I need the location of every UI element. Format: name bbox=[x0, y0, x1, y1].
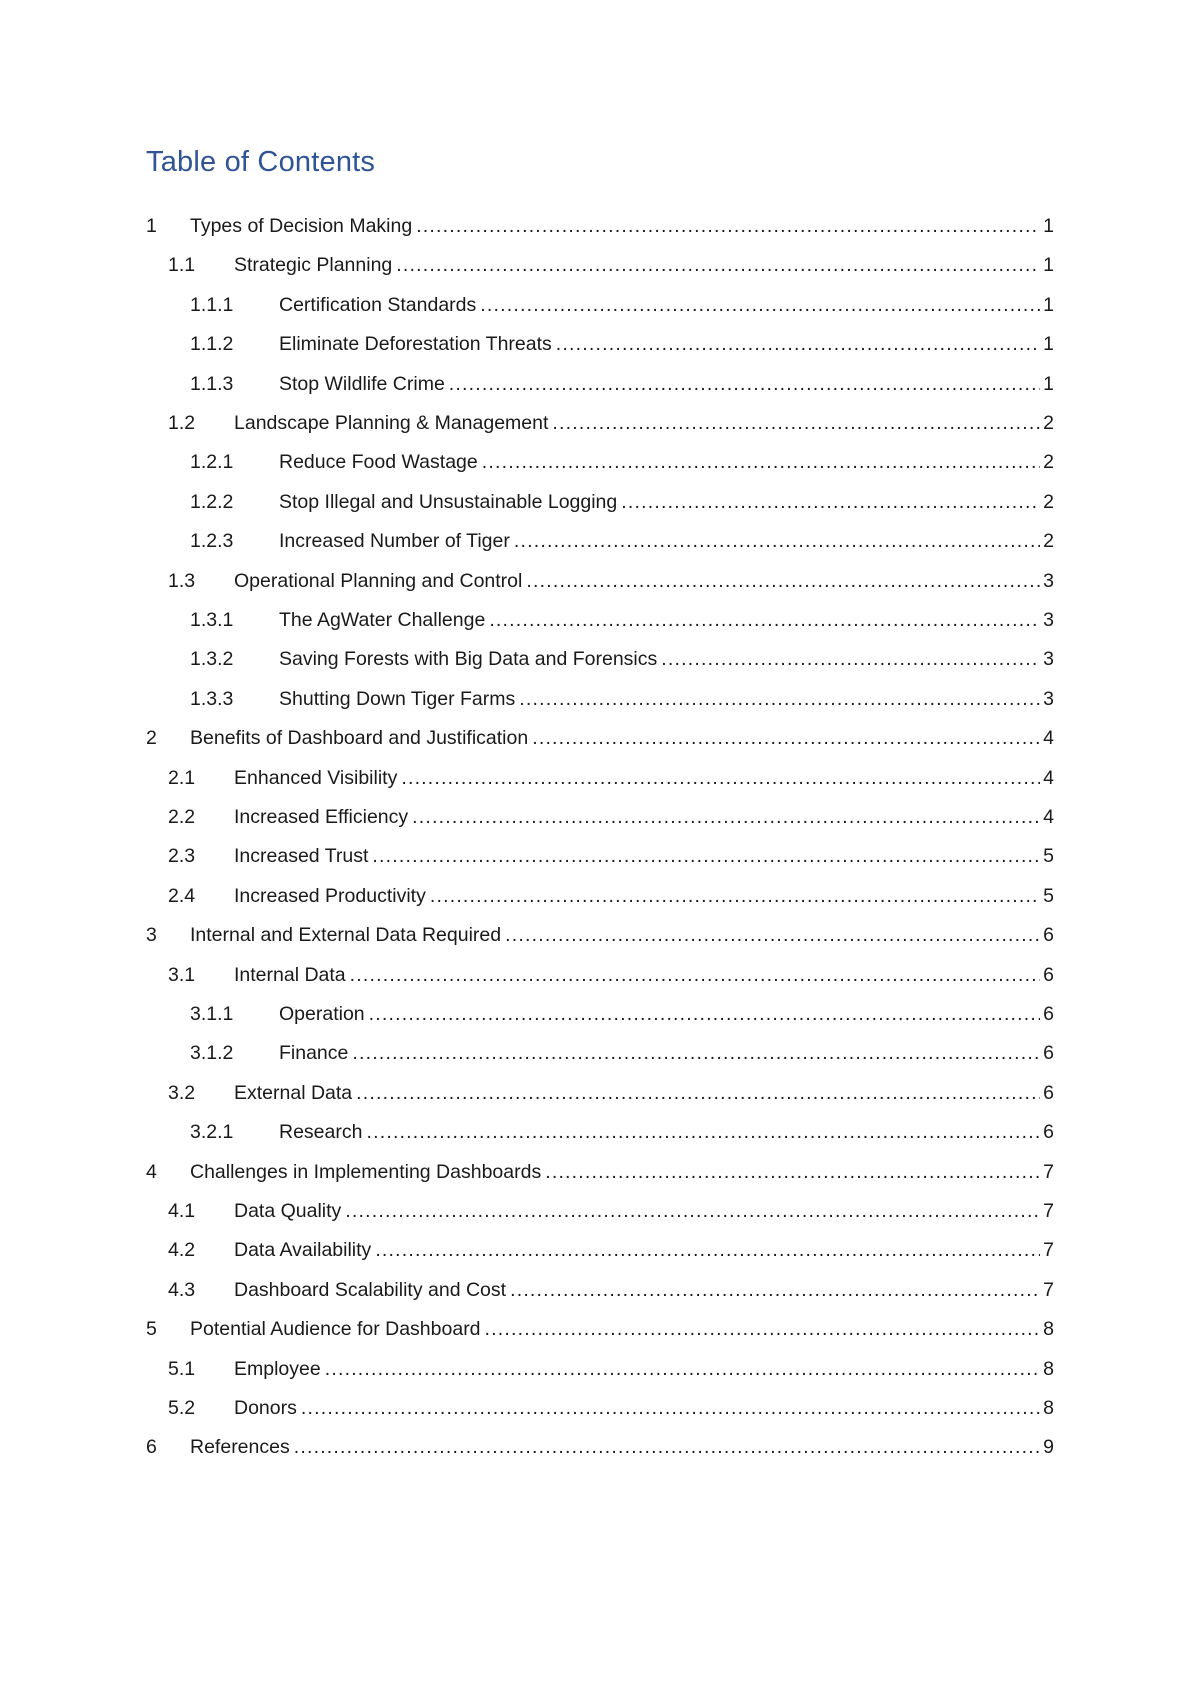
toc-entry-page-number: 7 bbox=[1040, 1230, 1054, 1270]
toc-entry-number: 2.3 bbox=[168, 845, 196, 868]
toc-entry[interactable] bbox=[0, 994, 1200, 1034]
toc-entry-title: Challenges in Implementing Dashboards bbox=[190, 1152, 545, 1192]
toc-entry-line bbox=[234, 1270, 1054, 1310]
toc-entry[interactable] bbox=[0, 1112, 1200, 1152]
toc-entry-page-number: 1 bbox=[1040, 364, 1054, 404]
toc-entry-line bbox=[190, 1309, 1054, 1349]
toc-entry-number: 3.2.1 bbox=[190, 1121, 234, 1144]
toc-entry[interactable] bbox=[0, 403, 1200, 443]
toc-entry-title: External Data bbox=[234, 1073, 356, 1113]
toc-entry-line bbox=[234, 1191, 1054, 1231]
toc-entry-line bbox=[279, 679, 1054, 719]
toc-dot-leader bbox=[545, 1152, 1040, 1192]
toc-entry-line bbox=[234, 1388, 1054, 1428]
toc-entry-line bbox=[234, 245, 1054, 285]
toc-dot-leader bbox=[482, 442, 1040, 482]
toc-entry[interactable] bbox=[0, 797, 1200, 837]
toc-dot-leader bbox=[430, 876, 1040, 916]
toc-entry-line bbox=[279, 1112, 1054, 1152]
toc-entry-number: 3.1.1 bbox=[190, 1003, 234, 1025]
toc-entry[interactable] bbox=[0, 1230, 1200, 1270]
toc-entry-line bbox=[279, 600, 1054, 640]
toc-entry-title: Eliminate Deforestation Threats bbox=[279, 324, 556, 364]
toc-entry[interactable] bbox=[0, 600, 1200, 640]
toc-entry-title: Reduce Food Wastage bbox=[279, 442, 482, 482]
toc-entry-page-number: 1 bbox=[1040, 324, 1054, 364]
toc-entry-number: 1.1.1 bbox=[190, 293, 234, 316]
toc-entry-line bbox=[190, 206, 1054, 246]
toc-entry[interactable] bbox=[0, 561, 1200, 601]
toc-entry-number: 2 bbox=[146, 727, 157, 750]
toc-dot-leader bbox=[661, 639, 1040, 679]
toc-entry-line bbox=[279, 364, 1054, 404]
toc-entry-title: Enhanced Visibility bbox=[234, 758, 401, 798]
toc-entry[interactable] bbox=[0, 1152, 1200, 1192]
toc-entry[interactable] bbox=[0, 955, 1200, 995]
toc-entry-page-number: 5 bbox=[1040, 836, 1054, 876]
toc-entry-line bbox=[234, 836, 1054, 876]
toc-dot-leader bbox=[489, 600, 1040, 640]
toc-entry[interactable] bbox=[0, 1388, 1200, 1428]
toc-entry-page-number: 6 bbox=[1040, 1112, 1054, 1152]
toc-entry-line bbox=[279, 1033, 1054, 1073]
toc-dot-leader bbox=[532, 718, 1040, 758]
toc-entry-line bbox=[279, 285, 1054, 325]
toc-entry-number: 2.4 bbox=[168, 884, 196, 907]
toc-dot-leader bbox=[356, 1073, 1040, 1113]
toc-entry-title: Types of Decision Making bbox=[190, 206, 416, 246]
toc-entry-page-number: 6 bbox=[1040, 955, 1054, 995]
toc-entry-number: 1.1.3 bbox=[190, 372, 234, 395]
toc-entry-page-number: 8 bbox=[1040, 1388, 1054, 1428]
toc-dot-leader bbox=[556, 324, 1040, 364]
toc-entry-number: 1.2 bbox=[168, 412, 196, 434]
toc-entry-number: 1.3.2 bbox=[190, 648, 234, 671]
toc-entry-page-number: 3 bbox=[1040, 639, 1054, 679]
toc-entry-title: Certification Standards bbox=[279, 285, 480, 325]
toc-dot-leader bbox=[552, 403, 1040, 443]
toc-dot-leader bbox=[519, 679, 1040, 719]
toc-entry-line bbox=[279, 521, 1054, 561]
toc-entry-number: 3.1 bbox=[168, 963, 196, 986]
toc-entry-line bbox=[234, 1073, 1054, 1113]
toc-dot-leader bbox=[510, 1270, 1040, 1310]
toc-entry-page-number: 8 bbox=[1040, 1349, 1054, 1389]
toc-entry-title: Increased Trust bbox=[234, 836, 372, 876]
toc-entry[interactable] bbox=[0, 1270, 1200, 1310]
toc-entry-page-number: 3 bbox=[1040, 561, 1054, 601]
toc-entry-number: 5 bbox=[146, 1318, 157, 1341]
toc-entry-line bbox=[279, 324, 1054, 364]
toc-entry-number: 1.2.3 bbox=[190, 530, 234, 553]
toc-entry-title: Operational Planning and Control bbox=[234, 561, 526, 601]
toc-entry[interactable] bbox=[0, 1191, 1200, 1231]
toc-entry-title: Increased Number of Tiger bbox=[279, 521, 514, 561]
toc-entry-title: Operation bbox=[279, 994, 369, 1034]
toc-entry-number: 1.3.3 bbox=[190, 687, 234, 710]
toc-entry-line bbox=[279, 482, 1054, 522]
toc-entry-title: Stop Wildlife Crime bbox=[279, 364, 449, 404]
toc-entry-line bbox=[234, 797, 1054, 837]
toc-entry-title: References bbox=[190, 1427, 294, 1467]
toc-entry-page-number: 4 bbox=[1040, 758, 1054, 798]
toc-entry-number: 5.1 bbox=[168, 1357, 196, 1380]
toc-entry-page-number: 7 bbox=[1040, 1191, 1054, 1231]
toc-entry-page-number: 1 bbox=[1040, 206, 1054, 246]
toc-entry-page-number: 6 bbox=[1040, 1073, 1054, 1113]
toc-entry-page-number: 6 bbox=[1040, 1033, 1054, 1073]
toc-dot-leader bbox=[350, 955, 1040, 995]
toc-entry-number: 4 bbox=[146, 1160, 157, 1183]
toc-entry-page-number: 4 bbox=[1040, 718, 1054, 758]
toc-entry-title: Saving Forests with Big Data and Forensics bbox=[279, 639, 661, 679]
toc-dot-leader bbox=[369, 994, 1041, 1034]
toc-entry-number: 1 bbox=[146, 215, 157, 237]
toc-entry-line bbox=[234, 561, 1054, 601]
toc-entry[interactable] bbox=[0, 364, 1200, 404]
toc-entry-number: 3 bbox=[146, 924, 157, 947]
toc-entry[interactable] bbox=[0, 1309, 1200, 1349]
toc-dot-leader bbox=[485, 1309, 1041, 1349]
toc-entry-title: Strategic Planning bbox=[234, 245, 396, 285]
toc-entry[interactable] bbox=[0, 1073, 1200, 1113]
toc-dot-leader bbox=[372, 836, 1040, 876]
toc-dot-leader bbox=[416, 206, 1040, 246]
toc-entry-page-number: 2 bbox=[1040, 521, 1054, 561]
toc-dot-leader bbox=[514, 521, 1040, 561]
toc-entry-line bbox=[234, 758, 1054, 798]
toc-entry-number: 1.1 bbox=[168, 254, 196, 277]
toc-entry-title: Data Quality bbox=[234, 1191, 345, 1231]
toc-dot-leader bbox=[345, 1191, 1040, 1231]
toc-dot-leader bbox=[352, 1033, 1040, 1073]
toc-entry-number: 3.1.2 bbox=[190, 1042, 234, 1065]
toc-entry[interactable] bbox=[0, 915, 1200, 955]
toc-entry-line bbox=[279, 639, 1054, 679]
toc-entry-line bbox=[190, 718, 1054, 758]
toc-dot-leader bbox=[412, 797, 1040, 837]
toc-entry-number: 3.2 bbox=[168, 1081, 196, 1104]
toc-entry-line bbox=[234, 1230, 1054, 1270]
toc-entry[interactable] bbox=[0, 639, 1200, 679]
toc-entry[interactable] bbox=[0, 679, 1200, 719]
toc-dot-leader bbox=[621, 482, 1040, 522]
toc-entry[interactable] bbox=[0, 285, 1200, 325]
toc-entry-number: 1.1.2 bbox=[190, 333, 234, 356]
toc-entry-title: Shutting Down Tiger Farms bbox=[279, 679, 519, 719]
toc-entry-title: Increased Efficiency bbox=[234, 797, 412, 837]
toc-entry-page-number: 6 bbox=[1040, 915, 1054, 955]
toc-dot-leader bbox=[366, 1112, 1040, 1152]
toc-entry[interactable] bbox=[0, 1349, 1200, 1389]
toc-entry[interactable] bbox=[0, 482, 1200, 522]
toc-entry-title: Internal and External Data Required bbox=[190, 915, 505, 955]
toc-dot-leader bbox=[294, 1427, 1040, 1467]
toc-entry-number: 6 bbox=[146, 1436, 157, 1459]
toc-entry-line bbox=[234, 876, 1054, 916]
toc-entry-line bbox=[279, 442, 1054, 482]
toc-entry-page-number: 7 bbox=[1040, 1270, 1054, 1310]
toc-dot-leader bbox=[480, 285, 1040, 325]
toc-dot-leader bbox=[526, 561, 1040, 601]
toc-dot-leader bbox=[396, 245, 1040, 285]
toc-entry-page-number: 9 bbox=[1040, 1427, 1054, 1467]
toc-entry[interactable] bbox=[0, 876, 1200, 916]
toc-entry-line bbox=[234, 1349, 1054, 1389]
toc-dot-leader bbox=[325, 1349, 1040, 1389]
toc-entry-title: Dashboard Scalability and Cost bbox=[234, 1270, 510, 1310]
toc-entry-number: 2.2 bbox=[168, 806, 196, 828]
toc-entry[interactable] bbox=[0, 1033, 1200, 1073]
toc-entry-page-number: 7 bbox=[1040, 1152, 1054, 1192]
toc-entry[interactable] bbox=[0, 718, 1200, 758]
toc-entry-page-number: 2 bbox=[1040, 442, 1054, 482]
toc-entry-number: 1.2.2 bbox=[190, 490, 234, 513]
toc-entry[interactable] bbox=[0, 521, 1200, 561]
toc-entry-title: Research bbox=[279, 1112, 366, 1152]
toc-entry[interactable] bbox=[0, 245, 1200, 285]
toc-dot-leader bbox=[301, 1388, 1040, 1428]
toc-entry-page-number: 3 bbox=[1040, 679, 1054, 719]
toc-dot-leader bbox=[401, 758, 1040, 798]
toc-entry-title: Increased Productivity bbox=[234, 876, 430, 916]
toc-entry-title: Stop Illegal and Unsustainable Logging bbox=[279, 482, 621, 522]
toc-title: Table of Contents bbox=[146, 146, 376, 178]
toc-entry[interactable] bbox=[0, 442, 1200, 482]
toc-entry-page-number: 2 bbox=[1040, 482, 1054, 522]
toc-entry-page-number: 1 bbox=[1040, 285, 1054, 325]
toc-entry-line bbox=[234, 955, 1054, 995]
toc-entry[interactable] bbox=[0, 1427, 1200, 1467]
toc-entry-number: 4.3 bbox=[168, 1278, 196, 1301]
toc-entry-number: 4.1 bbox=[168, 1200, 196, 1222]
toc-entry-title: Employee bbox=[234, 1349, 325, 1389]
toc-entry-page-number: 4 bbox=[1040, 797, 1054, 837]
toc-entry-line bbox=[190, 1152, 1054, 1192]
toc-entry-line bbox=[279, 994, 1054, 1034]
toc-entry[interactable] bbox=[0, 758, 1200, 798]
toc-entry-line bbox=[190, 1427, 1054, 1467]
toc-entry-page-number: 1 bbox=[1040, 245, 1054, 285]
toc-entry-title: Internal Data bbox=[234, 955, 350, 995]
toc-entry-page-number: 3 bbox=[1040, 600, 1054, 640]
toc-entry[interactable] bbox=[0, 324, 1200, 364]
toc-entry-number: 4.2 bbox=[168, 1239, 196, 1262]
toc-entry-number: 1.2.1 bbox=[190, 451, 234, 474]
toc-entry-title: The AgWater Challenge bbox=[279, 600, 489, 640]
toc-entry-title: Landscape Planning & Management bbox=[234, 403, 552, 443]
toc-entry-title: Data Availability bbox=[234, 1230, 375, 1270]
toc-entry-title: Benefits of Dashboard and Justification bbox=[190, 718, 532, 758]
toc-entry-number: 1.3 bbox=[168, 569, 196, 592]
toc-entry-number: 2.1 bbox=[168, 766, 196, 789]
toc-entry-title: Donors bbox=[234, 1388, 301, 1428]
toc-entry-title: Potential Audience for Dashboard bbox=[190, 1309, 485, 1349]
toc-entry-page-number: 6 bbox=[1040, 994, 1054, 1034]
toc-entry-line bbox=[234, 403, 1054, 443]
toc-entry-number: 1.3.1 bbox=[190, 609, 234, 631]
toc-entry-line bbox=[190, 915, 1054, 955]
toc-entry[interactable] bbox=[0, 836, 1200, 876]
toc-dot-leader bbox=[375, 1230, 1040, 1270]
toc-entry-number: 5.2 bbox=[168, 1397, 196, 1419]
toc-entry[interactable] bbox=[0, 206, 1200, 246]
toc-entry-title: Finance bbox=[279, 1033, 352, 1073]
toc-dot-leader bbox=[505, 915, 1040, 955]
toc-entry-page-number: 2 bbox=[1040, 403, 1054, 443]
toc-entry-page-number: 8 bbox=[1040, 1309, 1054, 1349]
toc-dot-leader bbox=[449, 364, 1040, 404]
toc-entry-page-number: 5 bbox=[1040, 876, 1054, 916]
